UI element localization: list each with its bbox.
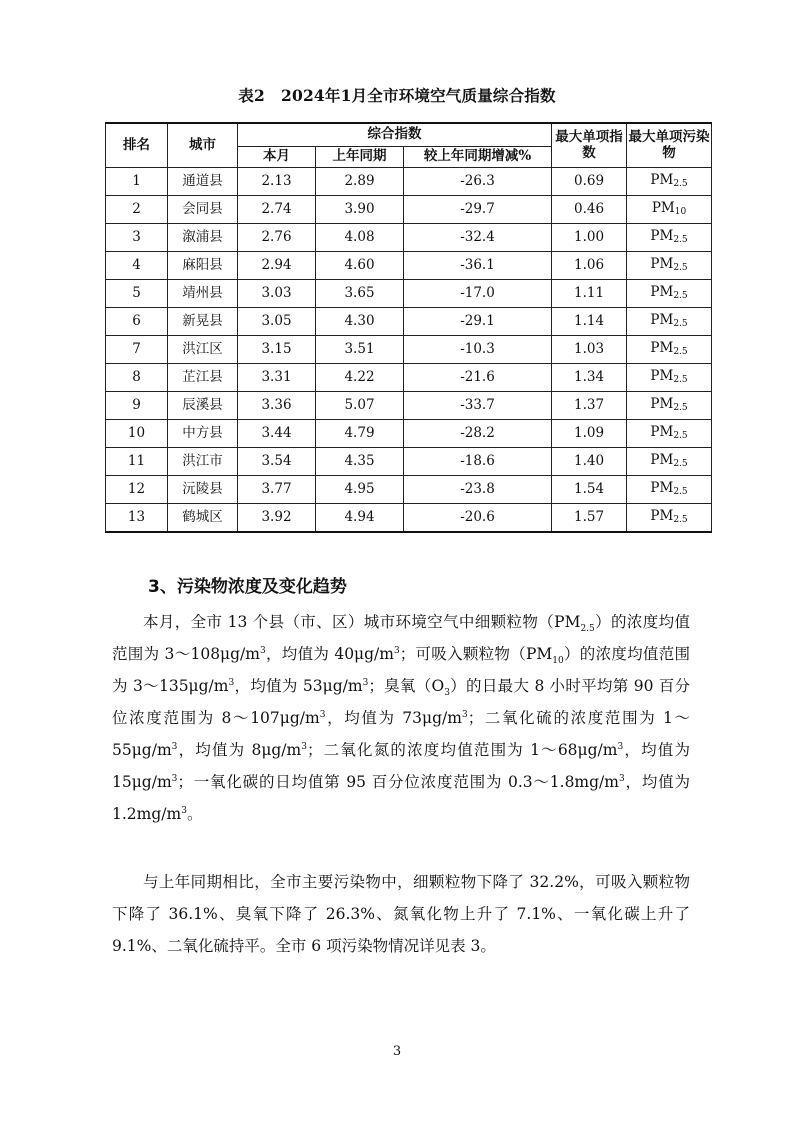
pollutant-cell: $PM_{2.5}$ xyxy=(627,392,712,420)
page-number: 3 xyxy=(392,1044,402,1059)
rank-cell: 9 xyxy=(106,392,168,420)
rank-cell: 6 xyxy=(106,308,168,336)
change-cell: -29.7 xyxy=(404,196,552,224)
max-index-cell: 0.69 xyxy=(552,168,627,196)
pollutant-cell: $PM_{10}$ xyxy=(627,196,712,224)
this-month-cell: 3.05 xyxy=(238,308,316,336)
section-title: 3、污染物浓度及变化趋势 xyxy=(148,577,347,597)
city-cell: 会同县 xyxy=(168,196,238,224)
table-row xyxy=(106,364,712,392)
max-index-cell: 1.34 xyxy=(552,364,627,392)
city-cell: 中方县 xyxy=(168,420,238,448)
change-cell: -10.3 xyxy=(404,336,552,364)
max-index-cell: 1.57 xyxy=(552,504,627,533)
last-year-cell: 4.22 xyxy=(316,364,404,392)
max-index-cell: 1.09 xyxy=(552,420,627,448)
pollutant-cell: $PM_{2.5}$ xyxy=(627,308,712,336)
rank-cell: 1 xyxy=(106,168,168,196)
pollutant-cell: $PM_{2.5}$ xyxy=(627,364,712,392)
change-cell: -17.0 xyxy=(404,280,552,308)
table-row xyxy=(106,476,712,504)
max-index-cell: 1.00 xyxy=(552,224,627,252)
air-quality-index-table xyxy=(105,122,712,533)
header-rank: 排名 xyxy=(106,123,168,168)
table-row xyxy=(106,252,712,280)
max-index-cell: 1.06 xyxy=(552,252,627,280)
table-row xyxy=(106,336,712,364)
change-cell: -29.1 xyxy=(404,308,552,336)
table-caption-title: 2024年1月全市环境空气质量综合指数 xyxy=(280,86,556,105)
header-city: 城市 xyxy=(168,123,238,168)
table-row xyxy=(106,168,712,196)
pollutant-cell: $PM_{2.5}$ xyxy=(627,252,712,280)
city-cell: 通道县 xyxy=(168,168,238,196)
rank-cell: 7 xyxy=(106,336,168,364)
rank-cell: 11 xyxy=(106,448,168,476)
change-cell: -28.2 xyxy=(404,420,552,448)
this-month-cell: 3.77 xyxy=(238,476,316,504)
header-max-single-pollutant: 最大单项污染物 xyxy=(627,123,712,168)
this-month-cell: 3.92 xyxy=(238,504,316,533)
table-row xyxy=(106,196,712,224)
last-year-cell: 3.51 xyxy=(316,336,404,364)
city-cell: 辰溪县 xyxy=(168,392,238,420)
change-cell: -32.4 xyxy=(404,224,552,252)
this-month-cell: 3.03 xyxy=(238,280,316,308)
city-cell: 溆浦县 xyxy=(168,224,238,252)
last-year-cell: 4.60 xyxy=(316,252,404,280)
pollutant-cell: $PM_{2.5}$ xyxy=(627,280,712,308)
max-index-cell: 1.14 xyxy=(552,308,627,336)
table-caption xyxy=(0,84,794,106)
pollutant-cell: $PM_{2.5}$ xyxy=(627,476,712,504)
rank-cell: 3 xyxy=(106,224,168,252)
rank-cell: 10 xyxy=(106,420,168,448)
this-month-cell: 3.44 xyxy=(238,420,316,448)
city-cell: 麻阳县 xyxy=(168,252,238,280)
table-row xyxy=(106,280,712,308)
city-cell: 沅陵县 xyxy=(168,476,238,504)
table-row xyxy=(106,420,712,448)
rank-cell: 12 xyxy=(106,476,168,504)
header-this-month: 本月 xyxy=(238,147,316,168)
this-month-cell: 2.74 xyxy=(238,196,316,224)
last-year-cell: 2.89 xyxy=(316,168,404,196)
last-year-cell: 3.90 xyxy=(316,196,404,224)
last-year-cell: 3.65 xyxy=(316,280,404,308)
pollutant-cell: $PM_{2.5}$ xyxy=(627,336,712,364)
paragraph-concentrations: 本月，全市 13 个县（市、区）城市环境空气中细颗粒物$(PM_{2.5})$的浓度均值范围为 $3\sim 108\mu g/m^3$，均值为 $40\mu g/m^3$；可吸入颗粒物$(PM_{10})$的浓度均值范围为 $3\sim 135\mu g/m^3$，均值为 $53\mu g/m^3$；臭氧$(O_3)$的日最大 8 小时平均第 90 百分位浓度范围为 $8\sim 107\mu g/m^3$，均值为 $73\mu g/m^3$；二氧化硫的浓度范围为 $1\sim 55\mu g/m^3$，均值为 $8\mu g/m^3$；二氧化氮的浓度均值范围为 $1\sim 68\mu g/m^3$，均值为 $15\mu g/m^3$；一氧化碳的日均值第 95 百分位浓度范围为 $0.3\sim 1.8mg/m^3$，均值为 $1.2mg/m^3$。 xyxy=(112,613,691,823)
change-cell: -33.7 xyxy=(404,392,552,420)
pollutant-cell: $PM_{2.5}$ xyxy=(627,224,712,252)
table-row xyxy=(106,308,712,336)
city-cell: 鹤城区 xyxy=(168,504,238,533)
last-year-cell: 4.35 xyxy=(316,448,404,476)
table-row xyxy=(106,224,712,252)
table-row xyxy=(106,392,712,420)
this-month-cell: 3.36 xyxy=(238,392,316,420)
paragraph-comparison: 与上年同期相比，全市主要污染物中，细颗粒物下降了 32.2%，可吸入颗粒物下降了 36.1%、臭氧下降了 26.3%、氮氧化物上升了 7.1%、一氧化碳上升了 9.1%、二氧化硫持平。全市 6 项污染物情况详见表 3。 xyxy=(112,873,690,955)
rank-cell: 4 xyxy=(106,252,168,280)
pollutant-cell: $PM_{2.5}$ xyxy=(627,448,712,476)
city-cell: 洪江区 xyxy=(168,336,238,364)
header-max-single-index: 最大单项指数 xyxy=(552,123,627,168)
header-change: 较上年同期增减% xyxy=(404,147,552,168)
pollutant-cell: $PM_{2.5}$ xyxy=(627,420,712,448)
table-row xyxy=(106,448,712,476)
rank-cell: 8 xyxy=(106,364,168,392)
last-year-cell: 5.07 xyxy=(316,392,404,420)
pollutant-cell: $PM_{2.5}$ xyxy=(627,168,712,196)
city-cell: 洪江市 xyxy=(168,448,238,476)
city-cell: 芷江县 xyxy=(168,364,238,392)
this-month-cell: 2.13 xyxy=(238,168,316,196)
table-caption-label: 表2 xyxy=(238,86,265,105)
this-month-cell: 3.15 xyxy=(238,336,316,364)
last-year-cell: 4.30 xyxy=(316,308,404,336)
header-composite-index: 综合指数 xyxy=(238,123,552,147)
this-month-cell: 3.54 xyxy=(238,448,316,476)
header-last-year: 上年同期 xyxy=(316,147,404,168)
table-row xyxy=(106,504,712,533)
change-cell: -18.6 xyxy=(404,448,552,476)
rank-cell: 13 xyxy=(106,504,168,533)
change-cell: -36.1 xyxy=(404,252,552,280)
max-index-cell: 1.54 xyxy=(552,476,627,504)
this-month-cell: 2.94 xyxy=(238,252,316,280)
change-cell: -21.6 xyxy=(404,364,552,392)
max-index-cell: 0.46 xyxy=(552,196,627,224)
max-index-cell: 1.40 xyxy=(552,448,627,476)
rank-cell: 5 xyxy=(106,280,168,308)
last-year-cell: 4.95 xyxy=(316,476,404,504)
city-cell: 靖州县 xyxy=(168,280,238,308)
change-cell: -20.6 xyxy=(404,504,552,533)
this-month-cell: 3.31 xyxy=(238,364,316,392)
rank-cell: 2 xyxy=(106,196,168,224)
max-index-cell: 1.03 xyxy=(552,336,627,364)
max-index-cell: 1.11 xyxy=(552,280,627,308)
last-year-cell: 4.08 xyxy=(316,224,404,252)
last-year-cell: 4.79 xyxy=(316,420,404,448)
max-index-cell: 1.37 xyxy=(552,392,627,420)
change-cell: -23.8 xyxy=(404,476,552,504)
table-body xyxy=(106,168,712,533)
pollutant-cell: $PM_{2.5}$ xyxy=(627,504,712,533)
city-cell: 新晃县 xyxy=(168,308,238,336)
change-cell: -26.3 xyxy=(404,168,552,196)
last-year-cell: 4.94 xyxy=(316,504,404,533)
this-month-cell: 2.76 xyxy=(238,224,316,252)
